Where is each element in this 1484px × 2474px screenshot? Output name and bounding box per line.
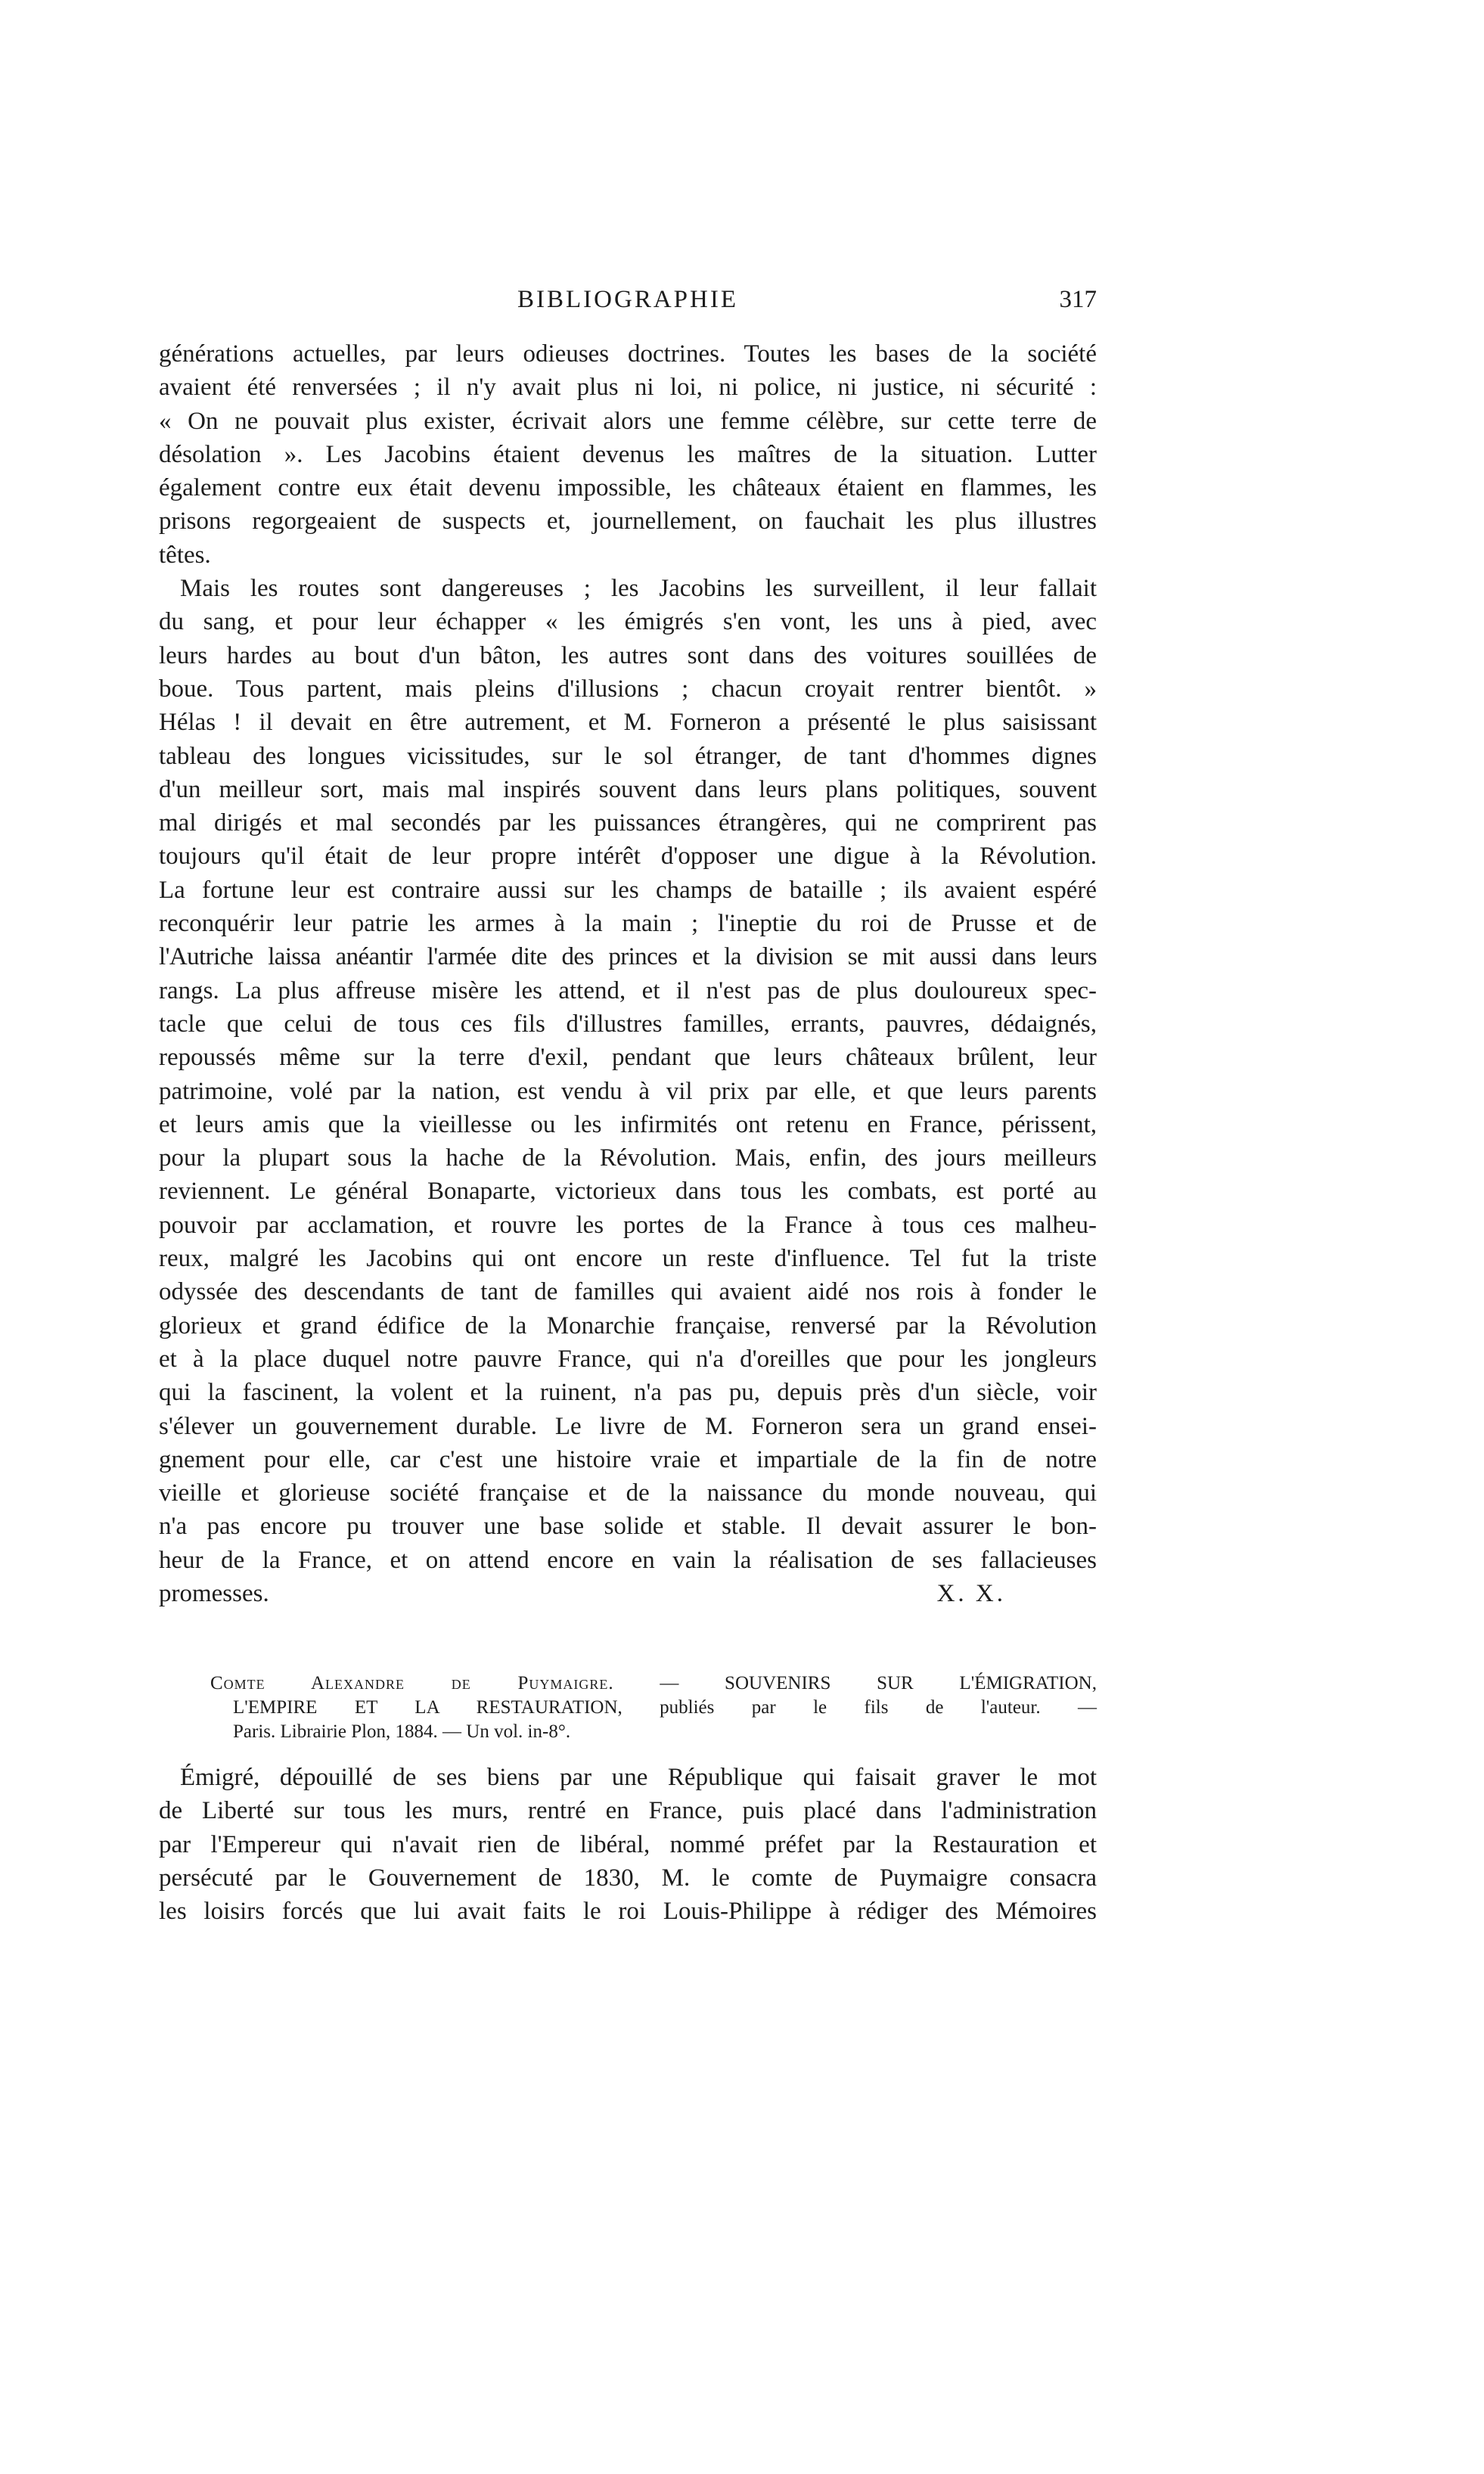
text-line: La fortune leur est contraire aussi sur les champs de bataille ; ils avaient espéré xyxy=(159,876,1097,904)
text-line: rangs. La plus affreuse misère les attend, et il n'est pas de plus douloureux spec- xyxy=(159,976,1097,1004)
signature: X. X. xyxy=(936,1579,1006,1607)
text-line: heur de la France, et on attend encore en vain la réalisation de ses fallacieuses xyxy=(159,1546,1097,1574)
text-line: toujours qu'il était de leur propre intérêt d'opposer une digue à la Révolution. xyxy=(159,843,1097,871)
text-line: mal dirigés et mal secondés par les puissances étrangères, qui ne comprirent pas xyxy=(159,809,1097,837)
text-line: Émigré, dépouillé de ses biens par une République qui faisait graver le mot xyxy=(180,1764,1097,1791)
text-line: têtes. xyxy=(159,541,211,569)
bibliographic-line: Paris. Librairie Plon, 1884. — Un vol. in-8°. xyxy=(233,1721,571,1742)
text-line: reconquérir leur patrie les armes à la main ; l'ineptie du roi de Prusse et de xyxy=(159,910,1097,938)
text-line: promesses. xyxy=(159,1579,269,1607)
text-line: d'un meilleur sort, mais mal inspirés souvent dans leurs plans politiques, souvent xyxy=(159,775,1097,803)
text-line: et leurs amis que la vieillesse ou les infirmités ont retenu en France, périssent, xyxy=(159,1110,1097,1138)
bibliographic-line: L'EMPIRE ET LA RESTAURATION, publiés par le fils de l'auteur. — xyxy=(233,1697,1097,1718)
text-line: et à la place duquel notre pauvre France, qui n'a d'oreilles que pour les jongleurs xyxy=(159,1345,1097,1373)
text-line: gnement pour elle, car c'est une histoire vraie et impartiale de la fin de notre xyxy=(159,1445,1097,1473)
text-line: « On ne pouvait plus exister, écrivait alors une femme célèbre, sur cette terre de xyxy=(159,407,1097,435)
bibliographic-entry xyxy=(210,1672,1097,1744)
text-line: pour la plupart sous la hache de la Révolution. Mais, enfin, des jours meilleurs xyxy=(159,1144,1097,1172)
last-line-with-signature xyxy=(159,1577,1097,1610)
text-line: tacle que celui de tous ces fils d'illustres familles, errants, pauvres, dédaignés, xyxy=(159,1010,1097,1038)
review-text-puymaigre xyxy=(159,1761,1097,1928)
text-line: patrimoine, volé par la nation, est vendu à vil prix par elle, et que leurs parents xyxy=(159,1077,1097,1105)
page-number: 317 xyxy=(1059,286,1097,313)
text-line: pouvoir par acclamation, et rouvre les portes de la France à tous ces malheu- xyxy=(159,1211,1097,1239)
text-line: n'a pas encore pu trouver une base solide et stable. Il devait assurer le bon- xyxy=(159,1513,1097,1541)
bibliographic-line xyxy=(210,1672,1097,1696)
text-line: par l'Empereur qui n'avait rien de libéral, nommé préfet par la Restauration et xyxy=(159,1830,1097,1858)
text-line: glorieux et grand édifice de la Monarchie française, renversé par la Révolution xyxy=(159,1311,1097,1339)
text-line: de Liberté sur tous les murs, rentré en France, puis placé dans l'administration xyxy=(159,1797,1097,1825)
text-line: Hélas ! il devait en être autrement, et M. Forneron a présenté le plus saisissant xyxy=(159,709,1097,737)
text-line: tableau des longues vicissitudes, sur le sol étranger, de tant d'hommes dignes xyxy=(159,742,1097,770)
text-line: repoussés même sur la terre d'exil, pendant que leurs châteaux brûlent, leur xyxy=(159,1044,1097,1072)
text-line: s'élever un gouvernement durable. Le livre de M. Forneron sera un grand ensei- xyxy=(159,1412,1097,1440)
text-line: du sang, et pour leur échapper « les émigrés s'en vont, les uns à pied, avec xyxy=(159,608,1097,636)
text-line: reux, malgré les Jacobins qui ont encore un reste d'influence. Tel fut la triste xyxy=(159,1245,1097,1273)
text-line: l'Autriche laissa anéantir l'armée dite des princes et la division se mit aussi dans leurs xyxy=(159,943,1097,971)
running-title: BIBLIOGRAPHIE xyxy=(517,286,738,313)
text-line: persécuté par le Gouvernement de 1830, M. le comte de Puymaigre consacra xyxy=(159,1864,1097,1892)
text-line: avaient été renversées ; il n'y avait plus ni loi, ni police, ni justice, ni sécurité : xyxy=(159,374,1097,402)
text-line: qui la fascinent, la volent et la ruinent, n'a pas pu, depuis près d'un siècle, voir xyxy=(159,1379,1097,1407)
book-title: — SOUVENIRS SUR L'ÉMIGRATION, xyxy=(660,1673,1097,1693)
text-line: désolation ». Les Jacobins étaient devenus les maîtres de la situation. Lutter xyxy=(159,440,1097,468)
text-line: boue. Tous partent, mais pleins d'illusions ; chacun croyait rentrer bientôt. » xyxy=(159,675,1097,703)
text-line: odyssée des descendants de tant de familles qui avaient aidé nos rois à fonder le xyxy=(159,1278,1097,1306)
text-line: leurs hardes au bout d'un bâton, les autres sont dans des voitures souillées de xyxy=(159,641,1097,669)
running-header xyxy=(159,286,1097,321)
text-line: Mais les routes sont dangereuses ; les Jacobins les surveillent, il leur fallait xyxy=(180,575,1097,603)
text-line: reviennent. Le général Bonaparte, victorieux dans tous les combats, est porté au xyxy=(159,1178,1097,1206)
author-name: Comte Alexandre de Puymaigre. xyxy=(210,1673,614,1693)
text-line: également contre eux était devenu impossible, les châteaux étaient en flammes, les xyxy=(159,474,1097,502)
text-line: vieille et glorieuse société française et de la naissance du monde nouveau, qui xyxy=(159,1479,1097,1507)
text-line: les loisirs forcés que lui avait faits le roi Louis-Philippe à rédiger des Mémoires xyxy=(159,1898,1097,1926)
text-line: prisons regorgeaient de suspects et, journellement, on fauchait les plus illustres xyxy=(159,508,1097,535)
text-line: générations actuelles, par leurs odieuses doctrines. Toutes les bases de la société xyxy=(159,340,1097,368)
review-text-forneron xyxy=(159,337,1097,1610)
